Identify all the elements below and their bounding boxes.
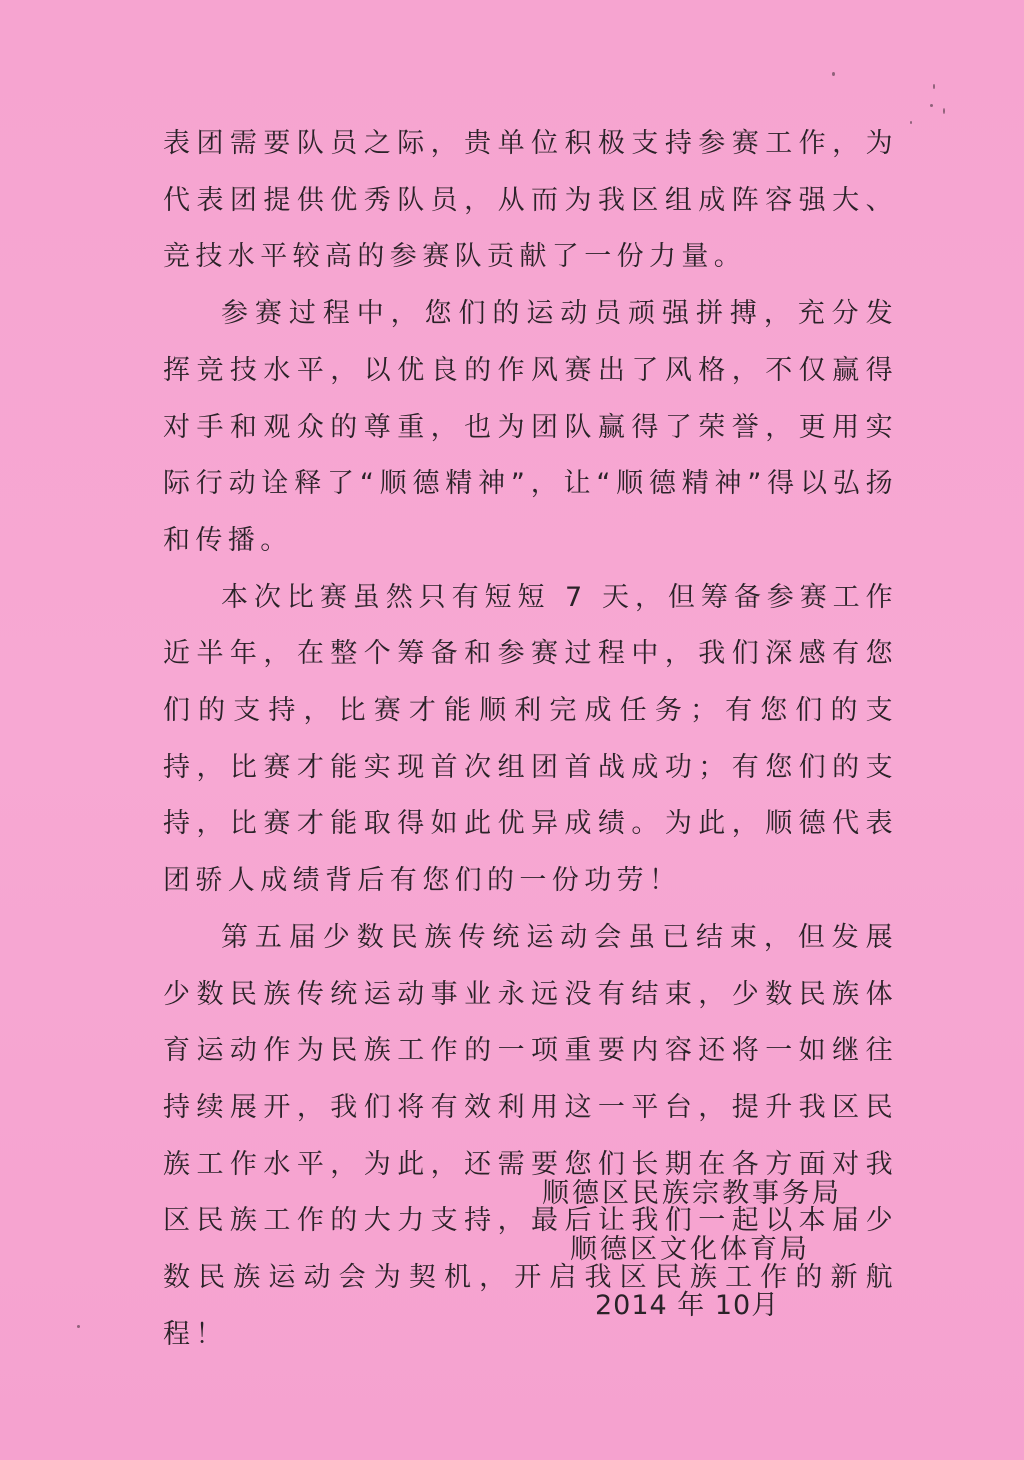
signature-block — [500, 1166, 880, 1334]
paragraph-3: 本次比赛虽然只有短短 7 天，但筹备参赛工作近半年，在整个筹备和参赛过程中，我们深感有您们的支持，比赛才能顺利完成任务；有您们的支持，比赛才能实现首次组团首战成功；有您们的支持，比赛才能取得如此优异成绩。为此，顺德代表团骄人成绩背后有您们的一份功劳！ — [163, 581, 898, 897]
paragraph-2: 参赛过程中，您们的运动员顽强拼搏，充分发挥竞技水平，以优良的作风赛出了风格，不仅赢得对手和观众的尊重，也为团队赢得了荣誉，更用实际行动诠释了“顺德精神”，让“顺德精神”得以弘扬和传播。 — [163, 298, 898, 556]
signature-date: 2014 年 10月 — [595, 1290, 780, 1321]
signature-org-1: 顺德区民族宗教事务局 — [542, 1178, 842, 1209]
scan-speck — [930, 104, 933, 107]
scan-speck — [832, 72, 835, 76]
paragraph-4: 第五届少数民族传统运动会虽已结束，但发展少数民族传统运动事业永远没有结束，少数民族体育运动作为民族工作的一项重要内容还将一如继往持续展开，我们将有效利用这一平台，提升我区民族工作水平，为此，还需要您们长期在各方面对我区民族工作的大力支持，最后让我们一起以本届少数民族运动会为契机，开启我区民族工作的新航程！ — [163, 921, 898, 1350]
scan-speck — [933, 84, 935, 89]
scan-speck — [943, 108, 945, 114]
signature-org-2: 顺德区文化体育局 — [570, 1234, 810, 1265]
paragraph-1: 表团需要队员之际，贵单位积极支持参赛工作，为代表团提供优秀队员，从而为我区组成阵容强大、竞技水平较高的参赛队贡献了一份力量。 — [163, 128, 898, 273]
scan-speck — [910, 121, 912, 124]
scan-speck — [77, 1325, 80, 1328]
